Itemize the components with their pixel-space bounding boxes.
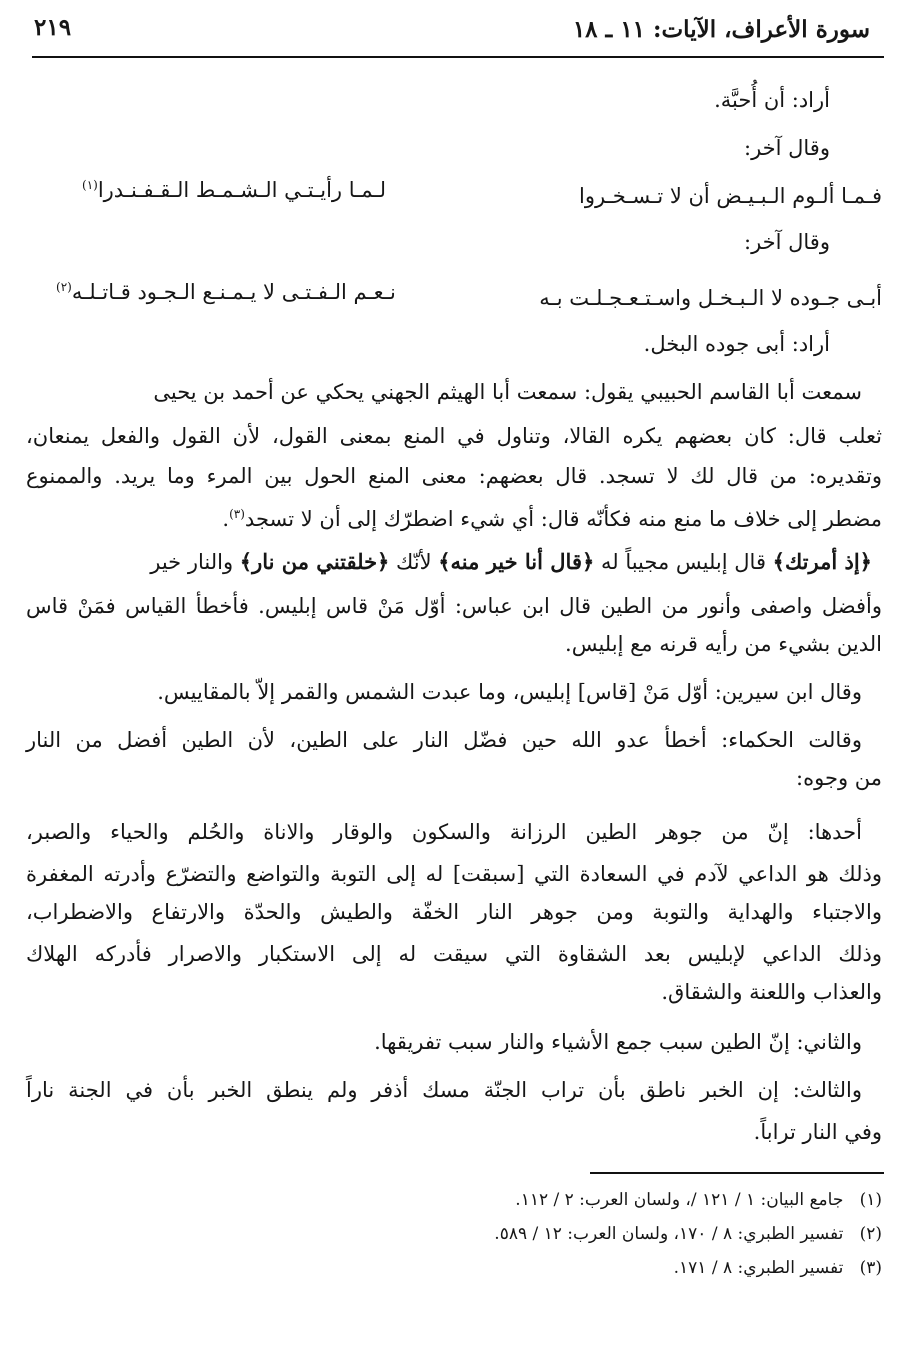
text-line: أراد: أبى جوده البخل. — [643, 332, 830, 356]
paragraph-line: وأفضل واصفى وأنور من الطين قال ابن عباس: أوّل مَنْ قاس إبليس. فأخطأ القياس فمَنْ قاس — [26, 594, 882, 618]
verse-hemistich-second: نـعـم الـفـتـى لا يـمـنـع الـجـود قـاتـلـه — [71, 280, 396, 304]
footnote-number: (٣) — [859, 1258, 882, 1278]
paragraph-line: وقال ابن سيرين: أوّل مَنْ [قاس] إبليس، وما عبدت الشمس والقمر إلاّ بالمقاييس. — [157, 680, 862, 704]
paragraph-line: والثالث: إن الخبر ناطق بأن تراب الجنّة مسك أذفر ولم ينطق الخبر بأن في الجنة ناراً — [26, 1078, 862, 1102]
footnote-marker: (٢) — [56, 280, 72, 294]
verse-hemistich-second: لـمـا رأيـتـي الـشـمـط الـقـفـنـدرا — [97, 178, 386, 202]
paragraph-line: وقالت الحكماء: أخطأ عدو الله حين فضّل النار على الطين، لأن الطين أفضل من النار — [26, 728, 862, 752]
paragraph-text: قال إبليس مجيباً له — [594, 550, 773, 574]
footnote-text: تفسير الطبري: ٨ / ١٧١. — [673, 1258, 844, 1278]
quran-quote: ﴿خلقتني من نار﴾ — [239, 549, 390, 574]
paragraph-text: لأنّك — [389, 550, 439, 574]
paragraph-line: وذلك هو الداعي لآدم في السعادة التي [سبقت] له إلى التوبة والتواضع والتضرّع وأدرته المغفرة — [26, 862, 882, 886]
paragraph-line: الدين بشيء من رأيه قرنه مع إبليس. — [565, 632, 882, 656]
footnote-number: (٢) — [859, 1224, 882, 1244]
paragraph-line: أحدها: إنّ من جوهر الطين الرزانة والسكون والوقار والاناة والحُلم والحياء والصبر، — [26, 820, 862, 844]
quran-quote: ﴿إذ أمرتك﴾ — [772, 549, 872, 574]
verse-line-second-wrap — [56, 280, 396, 304]
paragraph-text: والنار خير — [150, 550, 240, 574]
paragraph-line: وتقديره: من قال لك لا تسجد. قال بعضهم: معنى المنع الحول بين المرء وما يريد. والممنوع — [26, 464, 882, 488]
verse-hemistich-first: أبـى جـوده لا الـبـخـل واسـتـعـجـلـت بـه — [539, 286, 882, 310]
footnote-text: تفسير الطبري: ٨ / ١٧٠، ولسان العرب: ١٢ / ٥٨٩. — [494, 1224, 844, 1244]
text-line: وقال آخر: — [744, 136, 830, 160]
paragraph-line: والعذاب واللعنة والشقاق. — [661, 980, 882, 1004]
paragraph-line: من وجوه: — [796, 766, 882, 790]
text-line: وقال آخر: — [744, 230, 830, 254]
verse-line-second-wrap — [82, 178, 386, 202]
paragraph-line: والثاني: إنّ الطين سبب جمع الأشياء والنار سبب تفريقها. — [374, 1030, 862, 1054]
footnote-marker: (١) — [82, 178, 98, 192]
paragraph-text: مضطر إلى خلاف ما منع منه فكأنّه قال: أي شيء اضطرّك إلى أن لا تسجد — [244, 507, 882, 531]
sentence-end: . — [222, 507, 230, 531]
quran-quote: ﴿قال أنا خير منه﴾ — [438, 549, 595, 574]
footnote — [674, 1256, 882, 1280]
footnote — [494, 1222, 882, 1246]
paragraph-line: ثعلب قال: كان بعضهم يكره القالا، وتناول في المنع بمعنى القول، لأن القول والفعل يمنعان، — [26, 424, 882, 448]
paragraph-line — [222, 500, 882, 533]
footnote-separator — [590, 1172, 884, 1174]
paragraph-line — [150, 548, 872, 576]
paragraph-line: وفي النار تراباً. — [753, 1120, 882, 1144]
paragraph-line: سمعت أبا القاسم الحبيبي يقول: سمعت أبا الهيثم الجهني يحكي عن أحمد بن يحيى — [153, 380, 862, 404]
header-rule — [32, 56, 884, 58]
running-title: سورة الأعراف، الآيات: ١١ ـ ١٨ — [572, 16, 870, 43]
paragraph-line: وذلك الداعي لإبليس بعد الشقاوة التي سيقت له إلى الاستكبار والاصرار فأدركه الهلاك — [26, 942, 882, 966]
text-line: أراد: أن أُحبَّة. — [714, 88, 830, 112]
footnote-text: جامع البيان: ١ / ١٢١ /، ولسان العرب: ٢ / ١١٢. — [515, 1190, 844, 1210]
page-number: ٢١٩ — [34, 14, 72, 41]
footnote-number: (١) — [859, 1190, 882, 1210]
paragraph-line: والاجتباء والهداية والتوبة ومن جوهر النار الخفّة والطيش والحدّة والارتفاع والاضطراب، — [26, 900, 882, 924]
footnote — [515, 1188, 882, 1212]
footnote-marker: (٣) — [229, 507, 245, 521]
verse-hemistich-first: فـمـا ألـوم الـبـيـض أن لا تـسـخـروا — [579, 184, 882, 208]
